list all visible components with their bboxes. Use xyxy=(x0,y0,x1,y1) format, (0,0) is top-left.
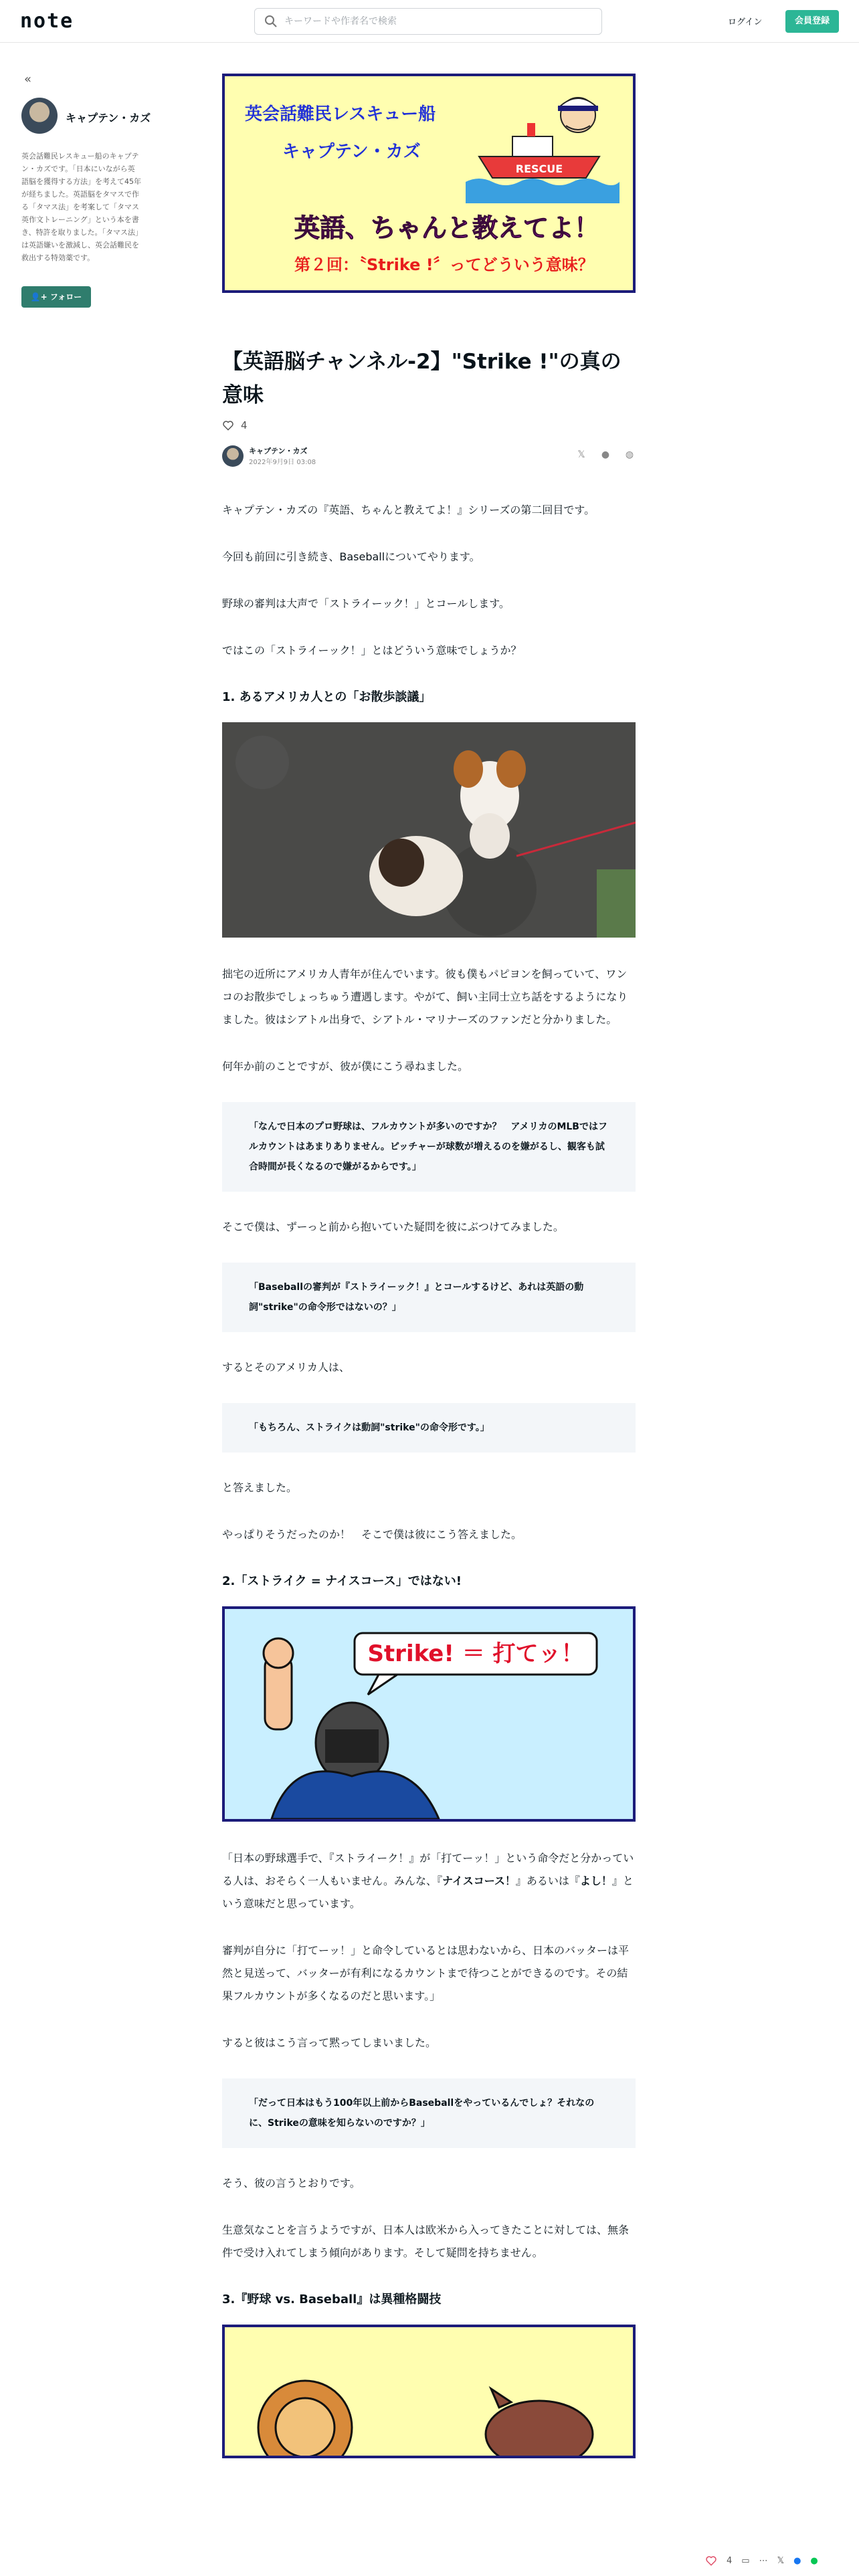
author-avatar[interactable] xyxy=(21,98,58,134)
add-user-icon: 👤+ xyxy=(30,292,47,302)
bold-text: ナイスコース！ xyxy=(442,1874,516,1887)
heart-icon[interactable] xyxy=(705,2555,717,2567)
floating-action-bar xyxy=(705,2549,859,2572)
bold-text: よし！ xyxy=(579,1874,612,1887)
x-share-icon[interactable]: 𝕏 xyxy=(777,2555,785,2566)
section-heading: 3.『野球 vs. Baseball』は異種格闘技 xyxy=(222,2292,442,2306)
facebook-share-icon[interactable]: ● xyxy=(793,2555,801,2566)
byline-author[interactable]: キャプテン・カズ xyxy=(249,447,308,455)
heart-icon[interactable] xyxy=(222,419,234,431)
line-share-icon[interactable]: ◍ xyxy=(625,449,634,460)
signup-button[interactable]: 会員登録 xyxy=(785,10,839,33)
ship-label: RESCUE xyxy=(515,163,563,175)
follow-label: フォロー xyxy=(50,292,82,302)
text-run: 「日本の野球選手で、『ストライーク！』が「打てーッ！」という命令だと分かっている人は、おそらく一人もいません。みんな、『 xyxy=(222,1852,634,1887)
more-icon[interactable]: ⋯ xyxy=(759,2555,768,2566)
paragraph: 審判が自分に「打てーッ！」と命令しているとは思わないから、日本のバッターは平然と見送って、バッターが有利になるカウントまで待つことができるのです。その結果フルカウントが多くなるのだと思います。」 xyxy=(222,1944,630,2002)
sidebar-author-name[interactable]: キャプテン・カズ xyxy=(66,112,151,124)
like-row xyxy=(222,417,636,433)
paragraph: そう、彼の言うとおりです。 xyxy=(222,2177,361,2189)
paragraph: ではこの「ストライーック！」とはどういう意味でしょうか？ xyxy=(222,644,522,657)
share-icons xyxy=(575,449,636,461)
paragraph xyxy=(222,1847,636,1915)
paragraph: と答えました。 xyxy=(222,1481,298,1494)
paragraph: 拙宅の近所にアメリカ人青年が住んでいます。彼も僕もパピヨンを飼っていて、ワンコのお散歩でしょっちゅう遭遇します。やがて、飼い主同士立ち話をするようになりました。彼はシアトル出身で、シアトル・マリナーズのファンだと分かりました。 xyxy=(222,968,628,1026)
login-link[interactable]: ログイン xyxy=(728,17,763,27)
text-run: 』という意味だと思っています。 xyxy=(222,1874,634,1910)
section-heading: 2.「ストライク = ナイスコース」ではない! xyxy=(222,1574,462,1588)
paragraph: キャプテン・カズの『英語、ちゃんと教えてよ！』シリーズの第二回目です。 xyxy=(222,504,595,516)
paragraph: 今回も前回に引き続き、Baseballについてやります。 xyxy=(222,550,480,563)
text-run: 』あるいは『 xyxy=(515,1874,580,1887)
fab-like-count[interactable]: 4 xyxy=(727,2555,733,2566)
x-share-icon[interactable]: 𝕏 xyxy=(577,449,585,460)
paragraph: 野球の審判は大声で「ストライーック！」とコールします。 xyxy=(222,597,510,610)
rescue-ship-illustration xyxy=(466,90,619,203)
hero-image xyxy=(222,74,636,293)
line-share-icon[interactable]: ● xyxy=(810,2555,818,2566)
article-title: 【英語脳チャンネル-2】"Strike !"の真の意味 xyxy=(222,350,622,407)
article-main xyxy=(222,74,636,2458)
umpire-speech: Strike! ＝ 打てッ！ xyxy=(367,1640,584,1667)
paragraph: 生意気なことを言うようですが、日本人は欧米から入ってきたことに対しては、無条件で受け入れてしまう傾向があります。そして疑問を持ちません。 xyxy=(222,2224,630,2259)
hero-line-1: 英会話難民レスキュー船 xyxy=(245,104,436,124)
publish-date: 2022年9月9日 03:08 xyxy=(249,459,316,466)
note-logo[interactable]: note xyxy=(20,9,74,33)
quote-block: 「Baseballの審判が『ストライーック！』とコールするけど、あれは英語の動詞"strike"の命令形ではないの？」 xyxy=(222,1263,636,1332)
section-heading: 1. あるアメリカ人との「お散歩談議」 xyxy=(222,690,432,704)
hero-line-3: 英語、ちゃんと教えてよ！ xyxy=(294,213,600,243)
papillon-dogs-photo xyxy=(222,722,636,938)
lion-vs-boar-illustration xyxy=(222,2325,636,2458)
hero-line-2: キャプテン・カズ xyxy=(282,142,421,162)
paragraph: するとそのアメリカ人は、 xyxy=(222,1361,350,1374)
paragraph: すると彼はこう言って黙ってしまいました。 xyxy=(222,2036,437,2049)
umpire-illustration xyxy=(222,1606,636,1822)
search-icon xyxy=(264,15,278,28)
hero-line-4: 第２回：〝Strike !〞ってどういう意味？ xyxy=(294,255,594,274)
paragraph: やっぱりそうだったのか！ そこで僕は彼にこう答えました。 xyxy=(222,1528,522,1541)
paragraph: そこで僕は、ずーっと前から抱いていた疑問を彼にぶつけてみました。 xyxy=(222,1220,564,1233)
search-input[interactable] xyxy=(284,14,592,29)
byline-avatar[interactable] xyxy=(222,445,244,467)
facebook-share-icon[interactable]: ● xyxy=(601,449,610,460)
quote-block: 「もちろん、ストライクは動詞"strike"の命令形です。」 xyxy=(222,1403,636,1453)
sidebar-author-bio: 英会話難民レスキュー船のキャプテン・カズです。「日本にいながら英語脳を獲得する方法」を考えて45年が経ちました。英語脳をタマスで作る「タマス法」を考案して「タマス英作文トレーニング」という本を書き、特許を取りました。「タマス法」は英語嫌いを激減し、英会話難民を救出する特効薬です。 xyxy=(21,152,141,262)
collapse-sidebar-icon[interactable]: « xyxy=(24,72,32,86)
site-header xyxy=(0,0,859,43)
magazine-icon[interactable]: ▭ xyxy=(741,2555,750,2566)
quote-block: 「なんで日本のプロ野球は、フルカウントが多いのですか？ アメリカのMLBではフルカウントはあまりありません。ピッチャーが球数が増えるのを嫌がるし、観客も試合時間が長くなるので嫌がるからです。」 xyxy=(222,1102,636,1192)
like-count[interactable]: 4 xyxy=(241,419,248,431)
search-box[interactable] xyxy=(254,8,602,35)
paragraph: 何年か前のことですが、彼が僕にこう尋ねました。 xyxy=(222,1060,469,1073)
follow-button[interactable] xyxy=(21,286,91,308)
quote-block: 「だって日本はもう100年以上前からBaseballをやっているんでしょ？それなのに、Strikeの意味を知らないのですか？」 xyxy=(222,2078,636,2148)
byline xyxy=(222,443,636,469)
